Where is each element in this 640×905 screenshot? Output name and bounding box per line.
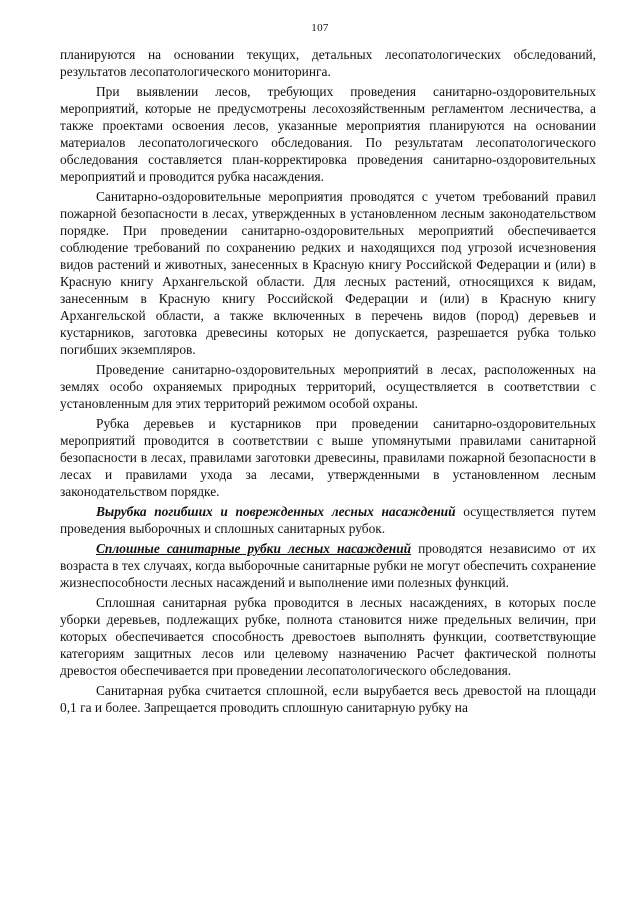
paragraph (60, 83, 596, 185)
paragraph (60, 503, 596, 537)
body-text (60, 46, 596, 719)
paragraph-text: При выявлении лесов, требующих проведения санитарно-оздоровительных мероприятий, которые не предусмотрены лесохозяйственным регламентом лесничества, а также проектами освоения лесов, указанные мероприятия планируются на основании материалов лесопатологического обследования. По результатам лесопатологического обследования составляется план-корректировка проведения санитарно-оздоровительных мероприятий и проводится рубка насаждения. (60, 84, 596, 184)
paragraph (60, 682, 596, 716)
paragraph-text: Проведение санитарно-оздоровительных мероприятий в лесах, расположенных на землях особо охраняемых природных территорий, осуществляется в соответствии с установленным для этих территорий режимом особой охраны. (60, 362, 596, 411)
paragraph-text: планируются на основании текущих, детальных лесопатологических обследований, результатов лесопатологического мониторинга. (60, 47, 596, 79)
paragraph (60, 415, 596, 500)
paragraph (60, 361, 596, 412)
paragraph-text: Санитарная рубка считается сплошной, если вырубается весь древостой на площади 0,1 га и более. Запрещается проводить сплошную санитарную рубку на (60, 683, 596, 715)
paragraph-text: проводятся независимо от их возраста в тех случаях, когда выборочные санитарные рубки не могут обеспечить сохранение жизнеспособности лесных насаждений и выполнение ими полезных функций. (60, 541, 596, 590)
paragraph-text: Санитарно-оздоровительные мероприятия проводятся с учетом требований правил пожарной безопасности в лесах, утвержденных в установленном лесным законодательством порядке. При проведении санитарно-оздоровительных мероприятий обеспечивается соблюдение требований по сохранению редких и находящихся под угрозой исчезновения видов растений и животных, занесенных в Красную книгу Российской Федерации и (или) в Красную книгу Архангельской области. Для лесных растений, относящихся к видам, занесенным в Красную книгу Российской Федерации и (или) в Красную книгу Архангельской области, а также включенных в перечень видов (пород) деревьев и кустарников, заготовка древесины которых не допускается, разрешается рубка только погибших экземпляров. (60, 189, 596, 357)
emphasized-term: Вырубка погибших и поврежденных лесных насаждений (96, 504, 456, 519)
paragraph (60, 188, 596, 358)
paragraph-continuation (60, 46, 596, 80)
paragraph-text: Сплошная санитарная рубка проводится в лесных насаждениях, в которых после уборки деревьев, подлежащих рубке, полнота становится ниже предельных величин, при которых обеспечивается способность древостоев выполнять функции, соответствующие категориям защитных лесов или целевому назначению Расчет фактической полноты древостоя обеспечивается при проведении лесопатологического обследования. (60, 595, 596, 678)
paragraph-text: осуществляется путем проведения выборочных и сплошных санитарных рубок. (60, 504, 596, 536)
paragraph (60, 540, 596, 591)
emphasized-term: Сплошные санитарные рубки лесных насаждений (96, 541, 412, 556)
page-number: 107 (311, 22, 329, 34)
paragraph-text: Рубка деревьев и кустарников при проведении санитарно-оздоровительных мероприятий проводится в соответствии с выше упомянутыми правилами санитарной безопасности в лесах, правилами заготовки древесины, правилами пожарной безопасности в лесах и правилами ухода за лесами, утвержденными в установленном лесным законодательством порядке. (60, 416, 596, 499)
paragraph (60, 594, 596, 679)
